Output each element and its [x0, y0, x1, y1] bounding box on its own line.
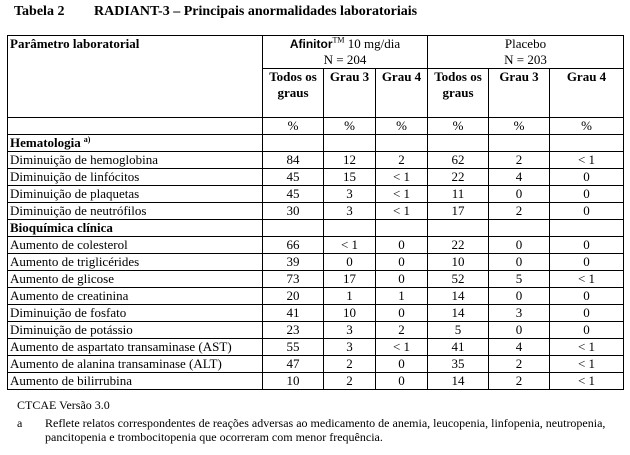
footnote-marker: a — [17, 416, 23, 430]
empty-cell — [324, 220, 376, 237]
value-cell: < 1 — [550, 271, 624, 288]
value-cell: 2 — [376, 322, 428, 339]
empty-cell — [550, 135, 624, 152]
table-number: Tabela 2 — [14, 4, 65, 19]
value-cell: 14 — [428, 373, 489, 390]
group-label-text: Hematologia — [10, 135, 81, 150]
value-cell: 15 — [324, 169, 376, 186]
value-cell: 0 — [324, 254, 376, 271]
value-cell: 5 — [428, 322, 489, 339]
table-row — [8, 288, 624, 305]
empty-cell — [376, 135, 428, 152]
value-cell: 2 — [489, 203, 550, 220]
empty-cell — [376, 220, 428, 237]
value-cell: 41 — [428, 339, 489, 356]
value-cell: 3 — [324, 203, 376, 220]
value-cell: 0 — [376, 254, 428, 271]
value-cell: < 1 — [550, 339, 624, 356]
unit-cell: % — [489, 118, 550, 135]
value-cell: 14 — [428, 305, 489, 322]
table-row — [8, 305, 624, 322]
value-cell: < 1 — [376, 339, 428, 356]
value-cell: 0 — [489, 288, 550, 305]
table-row — [8, 152, 624, 169]
value-cell: 3 — [324, 186, 376, 203]
footnote-text: Reflete relatos correspondentes de reações adversas ao medicamento de anemia, leucopenia, linfopenia, neutropenia, pancitopenia e trombocitopenia que ocorreram com menor frequência. — [45, 416, 606, 444]
table-title: RADIANT-3 – Principais anormalidades laboratoriais — [94, 4, 418, 19]
value-cell: 0 — [550, 305, 624, 322]
value-cell: 0 — [376, 271, 428, 288]
table-row — [8, 169, 624, 186]
afinitor-n: N = 204 — [323, 52, 367, 67]
value-cell: 1 — [324, 288, 376, 305]
value-cell: 2 — [324, 373, 376, 390]
value-cell: 11 — [428, 186, 489, 203]
value-cell: 10 — [324, 305, 376, 322]
value-cell: 22 — [428, 237, 489, 254]
empty-cell — [489, 220, 550, 237]
value-cell: 1 — [376, 288, 428, 305]
value-cell: 52 — [428, 271, 489, 288]
value-cell: 0 — [489, 322, 550, 339]
value-cell: 45 — [263, 186, 324, 203]
afinitor-group-header — [263, 36, 428, 69]
value-cell: 2 — [489, 356, 550, 373]
value-cell: 4 — [489, 339, 550, 356]
ctcae-version: CTCAE Versão 3.0 — [17, 398, 110, 412]
parameter-cell: Diminuição de fosfato — [8, 305, 263, 322]
value-cell: 0 — [376, 356, 428, 373]
value-cell: 12 — [324, 152, 376, 169]
subcolumn-header: Grau 4 — [376, 69, 428, 118]
value-cell: 17 — [324, 271, 376, 288]
value-cell: 22 — [428, 169, 489, 186]
parameter-cell: Aumento de colesterol — [8, 237, 263, 254]
table-row — [8, 322, 624, 339]
value-cell: 3 — [324, 322, 376, 339]
empty-cell — [324, 135, 376, 152]
table-row — [8, 186, 624, 203]
value-cell: 17 — [428, 203, 489, 220]
placebo-name: Placebo — [504, 36, 547, 51]
parameter-cell: Diminuição de hemoglobina — [8, 152, 263, 169]
parameter-cell: Diminuição de potássio — [8, 322, 263, 339]
empty-cell — [263, 135, 324, 152]
value-cell: 0 — [376, 237, 428, 254]
unit-cell: % — [324, 118, 376, 135]
empty-cell — [428, 135, 489, 152]
unit-row — [8, 118, 624, 135]
footnote-ref: a) — [83, 134, 91, 144]
value-cell: < 1 — [376, 203, 428, 220]
value-cell: 20 — [263, 288, 324, 305]
afinitor-dose: 10 mg/dia — [344, 36, 401, 51]
value-cell: 0 — [550, 237, 624, 254]
value-cell: 0 — [489, 186, 550, 203]
value-cell: 3 — [489, 305, 550, 322]
value-cell: 0 — [550, 288, 624, 305]
parameter-cell: Aumento de alanina transaminase (ALT) — [8, 356, 263, 373]
value-cell: 0 — [550, 169, 624, 186]
value-cell: 84 — [263, 152, 324, 169]
table-row — [8, 203, 624, 220]
empty-cell — [489, 135, 550, 152]
empty-cell — [550, 220, 624, 237]
value-cell: 39 — [263, 254, 324, 271]
placebo-n: N = 203 — [504, 52, 547, 67]
value-cell: 45 — [263, 169, 324, 186]
value-cell: 0 — [489, 254, 550, 271]
value-cell: 73 — [263, 271, 324, 288]
parameter-cell: Aumento de glicose — [8, 271, 263, 288]
group-label — [8, 220, 263, 237]
subcolumn-header: Todos os graus — [428, 69, 489, 118]
value-cell: 0 — [550, 254, 624, 271]
value-cell: 2 — [376, 152, 428, 169]
table-row — [8, 373, 624, 390]
trademark-mark: TM — [332, 35, 345, 45]
table-row — [8, 356, 624, 373]
value-cell: < 1 — [550, 356, 624, 373]
parameter-cell: Diminuição de neutrófilos — [8, 203, 263, 220]
value-cell: < 1 — [376, 186, 428, 203]
parameter-cell: Aumento de triglicérides — [8, 254, 263, 271]
empty-cell — [428, 220, 489, 237]
value-cell: 0 — [550, 186, 624, 203]
placebo-group-header — [428, 36, 624, 69]
table-caption — [14, 4, 417, 20]
value-cell: 55 — [263, 339, 324, 356]
unit-cell: % — [550, 118, 624, 135]
parameter-cell: Aumento de bilirrubina — [8, 373, 263, 390]
group-label-text: Bioquímica clínica — [10, 220, 113, 235]
value-cell: 3 — [324, 339, 376, 356]
unit-cell: % — [263, 118, 324, 135]
value-cell: 35 — [428, 356, 489, 373]
value-cell: 4 — [489, 169, 550, 186]
value-cell: 2 — [489, 373, 550, 390]
table-row — [8, 254, 624, 271]
subcolumn-header: Grau 3 — [489, 69, 550, 118]
value-cell: < 1 — [550, 152, 624, 169]
parameter-cell: Aumento de aspartato transaminase (AST) — [8, 339, 263, 356]
value-cell: 0 — [376, 305, 428, 322]
subcolumn-header: Grau 4 — [550, 69, 624, 118]
subcolumn-header: Todos os graus — [263, 69, 324, 118]
value-cell: 23 — [263, 322, 324, 339]
value-cell: 66 — [263, 237, 324, 254]
group-label — [8, 135, 263, 152]
param-column-header — [8, 36, 263, 118]
value-cell: 10 — [263, 373, 324, 390]
header-row-1 — [8, 36, 624, 69]
value-cell: 0 — [489, 237, 550, 254]
value-cell: < 1 — [324, 237, 376, 254]
lab-abnormalities-table — [7, 35, 624, 390]
value-cell: 0 — [376, 373, 428, 390]
value-cell: 5 — [489, 271, 550, 288]
unit-row-blank — [8, 118, 263, 135]
value-cell: 0 — [550, 322, 624, 339]
value-cell: 14 — [428, 288, 489, 305]
value-cell: < 1 — [550, 373, 624, 390]
table-row — [8, 237, 624, 254]
group-header-row — [8, 135, 624, 152]
unit-cell: % — [376, 118, 428, 135]
value-cell: 47 — [263, 356, 324, 373]
param-column-label: Parâmetro laboratorial — [10, 36, 140, 51]
empty-cell — [263, 220, 324, 237]
group-header-row — [8, 220, 624, 237]
subcolumn-header: Grau 3 — [324, 69, 376, 118]
parameter-cell: Diminuição de linfócitos — [8, 169, 263, 186]
table-row — [8, 271, 624, 288]
afinitor-brand: Afinitor — [289, 37, 333, 51]
parameter-cell: Diminuição de plaquetas — [8, 186, 263, 203]
value-cell: 10 — [428, 254, 489, 271]
value-cell: 62 — [428, 152, 489, 169]
value-cell: < 1 — [376, 169, 428, 186]
value-cell: 2 — [324, 356, 376, 373]
unit-cell: % — [428, 118, 489, 135]
value-cell: 30 — [263, 203, 324, 220]
parameter-cell: Aumento de creatinina — [8, 288, 263, 305]
table-row — [8, 339, 624, 356]
value-cell: 2 — [489, 152, 550, 169]
value-cell: 0 — [550, 203, 624, 220]
value-cell: 41 — [263, 305, 324, 322]
